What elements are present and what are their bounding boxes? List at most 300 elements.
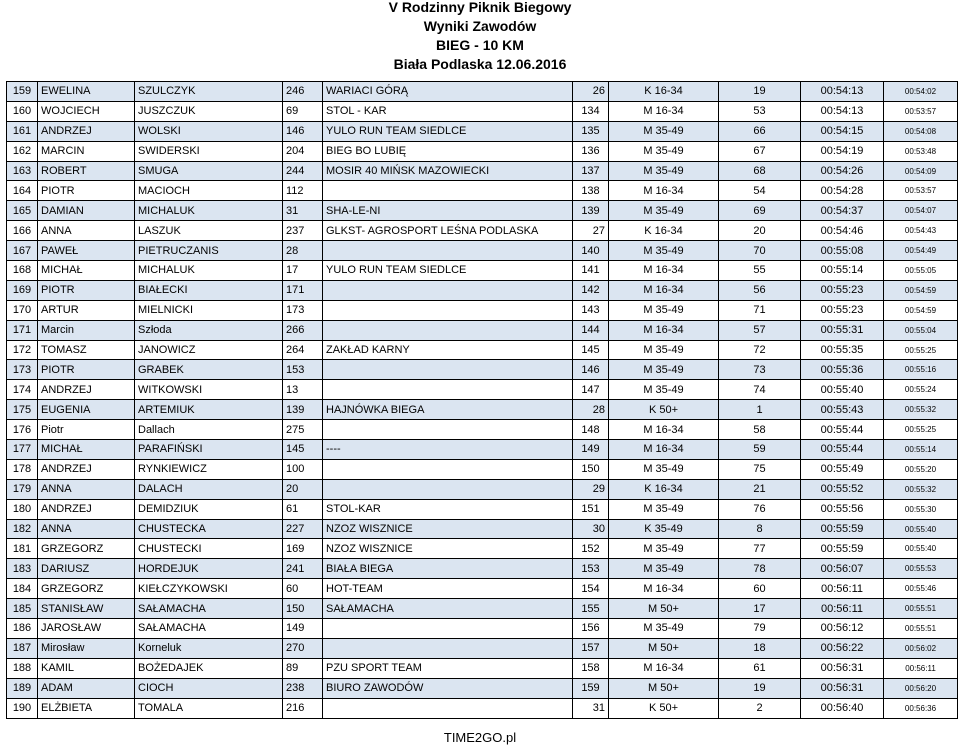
lastname-cell: WOLSKI <box>135 121 283 141</box>
firstname-cell: ANNA <box>38 221 135 241</box>
category-cell: M 35-49 <box>609 161 719 181</box>
place-cell: 182 <box>7 519 38 539</box>
lastname-cell: MICHALUK <box>135 261 283 281</box>
lastname-cell: RYNKIEWICZ <box>135 459 283 479</box>
table-row <box>7 221 958 241</box>
bib-cell: 146 <box>283 121 323 141</box>
lastname-cell: WITKOWSKI <box>135 380 283 400</box>
bib-cell: 171 <box>283 280 323 300</box>
bib-cell: 153 <box>283 360 323 380</box>
sex-place-cell: 136 <box>573 141 609 161</box>
lastname-cell: CHUSTECKA <box>135 519 283 539</box>
sex-place-cell: 156 <box>573 619 609 639</box>
sex-place-cell: 147 <box>573 380 609 400</box>
net-time-cell: 00:55:32 <box>884 479 958 499</box>
table-row <box>7 340 958 360</box>
net-time-cell: 00:55:04 <box>884 320 958 340</box>
net-time-cell: 00:55:05 <box>884 261 958 281</box>
firstname-cell: GRZEGORZ <box>38 539 135 559</box>
category-place-cell: 54 <box>719 181 801 201</box>
category-cell: M 16-34 <box>609 320 719 340</box>
net-time-cell: 00:53:48 <box>884 141 958 161</box>
bib-cell: 150 <box>283 599 323 619</box>
net-time-cell: 00:55:16 <box>884 360 958 380</box>
club-cell <box>323 300 573 320</box>
gross-time-cell: 00:54:26 <box>801 161 884 181</box>
place-cell: 164 <box>7 181 38 201</box>
net-time-cell: 00:54:49 <box>884 241 958 261</box>
club-cell <box>323 479 573 499</box>
place-cell: 171 <box>7 320 38 340</box>
club-cell: NZOZ WISZNICE <box>323 539 573 559</box>
gross-time-cell: 00:56:11 <box>801 579 884 599</box>
category-cell: M 16-34 <box>609 579 719 599</box>
table-row <box>7 161 958 181</box>
bib-cell: 69 <box>283 101 323 121</box>
firstname-cell: ROBERT <box>38 161 135 181</box>
category-place-cell: 17 <box>719 599 801 619</box>
club-cell <box>323 241 573 261</box>
club-cell: STOL-KAR <box>323 499 573 519</box>
sex-place-cell: 135 <box>573 121 609 141</box>
net-time-cell: 00:55:25 <box>884 340 958 360</box>
club-cell: YULO RUN TEAM SIEDLCE <box>323 261 573 281</box>
firstname-cell: Mirosław <box>38 638 135 658</box>
gross-time-cell: 00:56:11 <box>801 599 884 619</box>
club-cell: YULO RUN TEAM SIEDLCE <box>323 121 573 141</box>
firstname-cell: WOJCIECH <box>38 101 135 121</box>
category-cell: M 35-49 <box>609 619 719 639</box>
table-row <box>7 280 958 300</box>
gross-time-cell: 00:55:56 <box>801 499 884 519</box>
category-cell: K 16-34 <box>609 82 719 102</box>
sex-place-cell: 140 <box>573 241 609 261</box>
place-cell: 165 <box>7 201 38 221</box>
net-time-cell: 00:54:02 <box>884 82 958 102</box>
category-cell: M 50+ <box>609 599 719 619</box>
firstname-cell: Marcin <box>38 320 135 340</box>
table-row <box>7 579 958 599</box>
category-place-cell: 58 <box>719 420 801 440</box>
lastname-cell: PARAFIŃSKI <box>135 440 283 460</box>
firstname-cell: DAMIAN <box>38 201 135 221</box>
firstname-cell: PIOTR <box>38 181 135 201</box>
place-cell: 177 <box>7 440 38 460</box>
bib-cell: 266 <box>283 320 323 340</box>
results-title: Wyniki Zawodów <box>423 18 537 34</box>
net-time-cell: 00:53:57 <box>884 181 958 201</box>
category-place-cell: 60 <box>719 579 801 599</box>
category-place-cell: 67 <box>719 141 801 161</box>
gross-time-cell: 00:56:31 <box>801 658 884 678</box>
table-row <box>7 201 958 221</box>
category-place-cell: 77 <box>719 539 801 559</box>
sex-place-cell: 148 <box>573 420 609 440</box>
bib-cell: 246 <box>283 82 323 102</box>
race-location-date: Biała Podlaska 12.06.2016 <box>393 56 567 72</box>
firstname-cell: Piotr <box>38 420 135 440</box>
club-cell: NZOZ WISZNICE <box>323 519 573 539</box>
sex-place-cell: 30 <box>573 519 609 539</box>
category-cell: M 35-49 <box>609 121 719 141</box>
club-cell <box>323 638 573 658</box>
sex-place-cell: 152 <box>573 539 609 559</box>
firstname-cell: STANISŁAW <box>38 599 135 619</box>
firstname-cell: ANDRZEJ <box>38 121 135 141</box>
firstname-cell: TOMASZ <box>38 340 135 360</box>
lastname-cell: HORDEJUK <box>135 559 283 579</box>
sex-place-cell: 154 <box>573 579 609 599</box>
club-cell: ---- <box>323 440 573 460</box>
gross-time-cell: 00:54:28 <box>801 181 884 201</box>
club-cell: WARIACI GÓRĄ <box>323 82 573 102</box>
net-time-cell: 00:55:25 <box>884 420 958 440</box>
bib-cell: 61 <box>283 499 323 519</box>
table-row <box>7 261 958 281</box>
lastname-cell: KIEŁCZYKOWSKI <box>135 579 283 599</box>
lastname-cell: SWIDERSKI <box>135 141 283 161</box>
club-cell: MOSIR 40 MIŃSK MAZOWIECKI <box>323 161 573 181</box>
net-time-cell: 00:54:07 <box>884 201 958 221</box>
sex-place-cell: 155 <box>573 599 609 619</box>
place-cell: 181 <box>7 539 38 559</box>
lastname-cell: Korneluk <box>135 638 283 658</box>
place-cell: 185 <box>7 599 38 619</box>
place-cell: 172 <box>7 340 38 360</box>
firstname-cell: ANDRZEJ <box>38 380 135 400</box>
bib-cell: 20 <box>283 479 323 499</box>
net-time-cell: 00:56:20 <box>884 678 958 698</box>
table-row <box>7 420 958 440</box>
lastname-cell: SZULCZYK <box>135 82 283 102</box>
results-table <box>6 81 958 719</box>
bib-cell: 31 <box>283 201 323 221</box>
place-cell: 176 <box>7 420 38 440</box>
firstname-cell: ELŻBIETA <box>38 698 135 718</box>
firstname-cell: ANNA <box>38 479 135 499</box>
table-row <box>7 698 958 718</box>
category-place-cell: 18 <box>719 638 801 658</box>
bib-cell: 149 <box>283 619 323 639</box>
firstname-cell: ANDRZEJ <box>38 499 135 519</box>
net-time-cell: 00:55:40 <box>884 519 958 539</box>
gross-time-cell: 00:54:46 <box>801 221 884 241</box>
category-place-cell: 78 <box>719 559 801 579</box>
place-cell: 186 <box>7 619 38 639</box>
lastname-cell: PIETRUCZANIS <box>135 241 283 261</box>
table-row <box>7 638 958 658</box>
table-row <box>7 380 958 400</box>
sex-place-cell: 26 <box>573 82 609 102</box>
category-cell: M 35-49 <box>609 340 719 360</box>
gross-time-cell: 00:55:43 <box>801 400 884 420</box>
table-row <box>7 141 958 161</box>
table-row <box>7 619 958 639</box>
place-cell: 173 <box>7 360 38 380</box>
bib-cell: 227 <box>283 519 323 539</box>
category-cell: M 35-49 <box>609 300 719 320</box>
gross-time-cell: 00:55:36 <box>801 360 884 380</box>
club-cell: HOT-TEAM <box>323 579 573 599</box>
category-place-cell: 2 <box>719 698 801 718</box>
gross-time-cell: 00:56:31 <box>801 678 884 698</box>
club-cell <box>323 380 573 400</box>
category-cell: K 35-49 <box>609 519 719 539</box>
table-row <box>7 519 958 539</box>
bib-cell: 238 <box>283 678 323 698</box>
lastname-cell: SAŁAMACHA <box>135 599 283 619</box>
category-cell: M 35-49 <box>609 499 719 519</box>
bib-cell: 89 <box>283 658 323 678</box>
category-place-cell: 55 <box>719 261 801 281</box>
gross-time-cell: 00:55:52 <box>801 479 884 499</box>
sex-place-cell: 158 <box>573 658 609 678</box>
net-time-cell: 00:56:11 <box>884 658 958 678</box>
category-place-cell: 59 <box>719 440 801 460</box>
gross-time-cell: 00:55:35 <box>801 340 884 360</box>
category-place-cell: 75 <box>719 459 801 479</box>
club-cell: BIEG BO LUBIĘ <box>323 141 573 161</box>
category-place-cell: 76 <box>719 499 801 519</box>
category-place-cell: 8 <box>719 519 801 539</box>
category-place-cell: 1 <box>719 400 801 420</box>
firstname-cell: ANDRZEJ <box>38 459 135 479</box>
lastname-cell: TOMALA <box>135 698 283 718</box>
category-cell: M 16-34 <box>609 280 719 300</box>
category-place-cell: 19 <box>719 678 801 698</box>
sex-place-cell: 29 <box>573 479 609 499</box>
place-cell: 163 <box>7 161 38 181</box>
category-cell: M 35-49 <box>609 380 719 400</box>
results-body <box>7 82 958 719</box>
category-cell: M 35-49 <box>609 539 719 559</box>
gross-time-cell: 00:55:44 <box>801 420 884 440</box>
table-row <box>7 479 958 499</box>
club-cell <box>323 280 573 300</box>
table-row <box>7 101 958 121</box>
category-cell: M 35-49 <box>609 559 719 579</box>
club-cell <box>323 698 573 718</box>
table-row <box>7 678 958 698</box>
net-time-cell: 00:55:46 <box>884 579 958 599</box>
net-time-cell: 00:55:32 <box>884 400 958 420</box>
bib-cell: 173 <box>283 300 323 320</box>
place-cell: 183 <box>7 559 38 579</box>
sex-place-cell: 137 <box>573 161 609 181</box>
place-cell: 167 <box>7 241 38 261</box>
firstname-cell: KAMIL <box>38 658 135 678</box>
table-row <box>7 82 958 102</box>
category-place-cell: 21 <box>719 479 801 499</box>
category-place-cell: 57 <box>719 320 801 340</box>
table-row <box>7 599 958 619</box>
bib-cell: 28 <box>283 241 323 261</box>
club-cell: GLKST- AGROSPORT LEŚNA PODLASKA <box>323 221 573 241</box>
place-cell: 162 <box>7 141 38 161</box>
sex-place-cell: 151 <box>573 499 609 519</box>
category-cell: M 16-34 <box>609 658 719 678</box>
category-place-cell: 53 <box>719 101 801 121</box>
club-cell: SAŁAMACHA <box>323 599 573 619</box>
sex-place-cell: 138 <box>573 181 609 201</box>
firstname-cell: JAROSŁAW <box>38 619 135 639</box>
sex-place-cell: 149 <box>573 440 609 460</box>
category-cell: M 35-49 <box>609 141 719 161</box>
net-time-cell: 00:55:24 <box>884 380 958 400</box>
lastname-cell: JANOWICZ <box>135 340 283 360</box>
lastname-cell: MICHALUK <box>135 201 283 221</box>
sex-place-cell: 144 <box>573 320 609 340</box>
gross-time-cell: 00:55:49 <box>801 459 884 479</box>
bib-cell: 216 <box>283 698 323 718</box>
bib-cell: 112 <box>283 181 323 201</box>
net-time-cell: 00:54:08 <box>884 121 958 141</box>
club-cell: ZAKŁAD KARNY <box>323 340 573 360</box>
sex-place-cell: 159 <box>573 678 609 698</box>
gross-time-cell: 00:55:14 <box>801 261 884 281</box>
place-cell: 184 <box>7 579 38 599</box>
gross-time-cell: 00:55:44 <box>801 440 884 460</box>
bib-cell: 17 <box>283 261 323 281</box>
category-cell: K 50+ <box>609 400 719 420</box>
category-cell: M 16-34 <box>609 181 719 201</box>
table-row <box>7 658 958 678</box>
sex-place-cell: 141 <box>573 261 609 281</box>
bib-cell: 204 <box>283 141 323 161</box>
category-place-cell: 20 <box>719 221 801 241</box>
bib-cell: 100 <box>283 459 323 479</box>
sex-place-cell: 134 <box>573 101 609 121</box>
gross-time-cell: 00:54:13 <box>801 82 884 102</box>
gross-time-cell: 00:54:13 <box>801 101 884 121</box>
gross-time-cell: 00:55:40 <box>801 380 884 400</box>
lastname-cell: MIELNICKI <box>135 300 283 320</box>
bib-cell: 244 <box>283 161 323 181</box>
place-cell: 170 <box>7 300 38 320</box>
net-time-cell: 00:56:02 <box>884 638 958 658</box>
lastname-cell: BOŻEDAJEK <box>135 658 283 678</box>
gross-time-cell: 00:55:08 <box>801 241 884 261</box>
bib-cell: 145 <box>283 440 323 460</box>
category-place-cell: 72 <box>719 340 801 360</box>
sex-place-cell: 150 <box>573 459 609 479</box>
club-cell <box>323 459 573 479</box>
bib-cell: 270 <box>283 638 323 658</box>
category-cell: M 16-34 <box>609 101 719 121</box>
net-time-cell: 00:55:14 <box>884 440 958 460</box>
place-cell: 190 <box>7 698 38 718</box>
place-cell: 159 <box>7 82 38 102</box>
category-place-cell: 70 <box>719 241 801 261</box>
category-place-cell: 56 <box>719 280 801 300</box>
table-row <box>7 121 958 141</box>
category-cell: K 50+ <box>609 698 719 718</box>
place-cell: 161 <box>7 121 38 141</box>
net-time-cell: 00:54:09 <box>884 161 958 181</box>
table-row <box>7 300 958 320</box>
lastname-cell: ARTEMIUK <box>135 400 283 420</box>
gross-time-cell: 00:55:59 <box>801 519 884 539</box>
firstname-cell: ANNA <box>38 519 135 539</box>
sex-place-cell: 143 <box>573 300 609 320</box>
net-time-cell: 00:54:59 <box>884 300 958 320</box>
place-cell: 178 <box>7 459 38 479</box>
category-cell: K 16-34 <box>609 221 719 241</box>
club-cell: BIURO ZAWODÓW <box>323 678 573 698</box>
gross-time-cell: 00:54:15 <box>801 121 884 141</box>
category-place-cell: 69 <box>719 201 801 221</box>
category-cell: M 35-49 <box>609 459 719 479</box>
club-cell: STOL - KAR <box>323 101 573 121</box>
bib-cell: 264 <box>283 340 323 360</box>
gross-time-cell: 00:56:22 <box>801 638 884 658</box>
table-row <box>7 360 958 380</box>
bib-cell: 169 <box>283 539 323 559</box>
club-cell <box>323 181 573 201</box>
place-cell: 160 <box>7 101 38 121</box>
sex-place-cell: 142 <box>573 280 609 300</box>
firstname-cell: EUGENIA <box>38 400 135 420</box>
category-place-cell: 73 <box>719 360 801 380</box>
table-row <box>7 181 958 201</box>
category-cell: M 16-34 <box>609 261 719 281</box>
club-cell <box>323 420 573 440</box>
net-time-cell: 00:55:20 <box>884 459 958 479</box>
firstname-cell: PIOTR <box>38 280 135 300</box>
category-place-cell: 68 <box>719 161 801 181</box>
table-row <box>7 559 958 579</box>
table-row <box>7 400 958 420</box>
lastname-cell: Szłoda <box>135 320 283 340</box>
net-time-cell: 00:55:51 <box>884 599 958 619</box>
place-cell: 179 <box>7 479 38 499</box>
club-cell <box>323 320 573 340</box>
net-time-cell: 00:56:36 <box>884 698 958 718</box>
gross-time-cell: 00:55:23 <box>801 300 884 320</box>
lastname-cell: SAŁAMACHA <box>135 619 283 639</box>
gross-time-cell: 00:56:12 <box>801 619 884 639</box>
category-cell: K 16-34 <box>609 479 719 499</box>
club-cell: BIAŁA BIEGA <box>323 559 573 579</box>
category-cell: M 16-34 <box>609 440 719 460</box>
bib-cell: 237 <box>283 221 323 241</box>
club-cell <box>323 619 573 639</box>
club-cell: SHA-LE-NI <box>323 201 573 221</box>
table-row <box>7 539 958 559</box>
table-row <box>7 440 958 460</box>
gross-time-cell: 00:55:31 <box>801 320 884 340</box>
net-time-cell: 00:55:53 <box>884 559 958 579</box>
net-time-cell: 00:53:57 <box>884 101 958 121</box>
category-place-cell: 19 <box>719 82 801 102</box>
sex-place-cell: 146 <box>573 360 609 380</box>
race-distance: BIEG - 10 KM <box>436 37 524 53</box>
gross-time-cell: 00:56:07 <box>801 559 884 579</box>
place-cell: 174 <box>7 380 38 400</box>
place-cell: 188 <box>7 658 38 678</box>
category-place-cell: 79 <box>719 619 801 639</box>
firstname-cell: DARIUSZ <box>38 559 135 579</box>
category-cell: M 16-34 <box>609 420 719 440</box>
place-cell: 168 <box>7 261 38 281</box>
sex-place-cell: 157 <box>573 638 609 658</box>
club-cell: HAJNÓWKA BIEGA <box>323 400 573 420</box>
lastname-cell: SMUGA <box>135 161 283 181</box>
lastname-cell: DALACH <box>135 479 283 499</box>
category-place-cell: 61 <box>719 658 801 678</box>
firstname-cell: MARCIN <box>38 141 135 161</box>
category-place-cell: 71 <box>719 300 801 320</box>
